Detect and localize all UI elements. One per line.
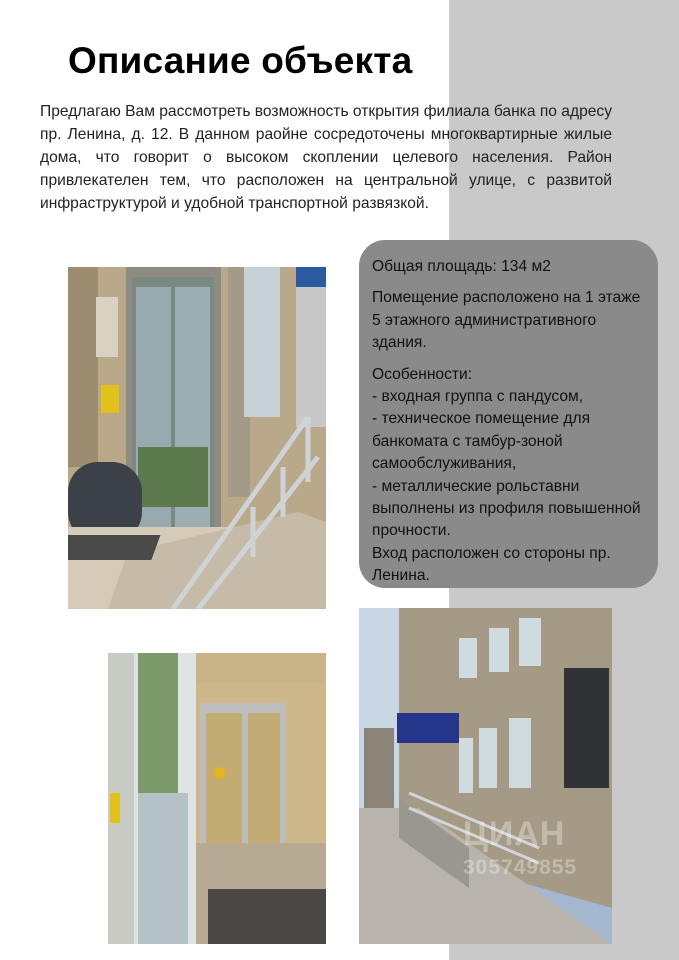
intro-paragraph: Предлагаю Вам рассмотреть возможность открытия филиала банка по адресу пр. Ленина, д. 12. В данном раойне сосредоточены многоквартирные жилые дома, что говорит о высоком скоплении целевого населения. Район привлекателен тем, что расположен на центральной улице, с развитой инфраструктурой и удобной транспортной развязкой. [40,103,613,212]
page-title: Описание объекта [68,40,413,81]
features-list [372,386,646,588]
entrance-photo [68,267,326,609]
features-title: Особенности: [372,365,473,383]
area-text: Общая площадь: 134 м2 [372,258,551,275]
entrance-note: Вход расположен со стороны пр. Ленина. [372,544,611,585]
info-box [359,240,658,588]
watermark-number: 305749855 [463,856,578,879]
location-text: Помещение расположено на 1 этаже 5 этажного административного здания. [372,289,641,352]
interior-photo [108,653,326,944]
facade-photo [359,608,612,944]
feature-item: - металлические рольставни выполнены из профиля повышенной прочности. [372,477,641,540]
feature-item: - техническое помещение для банкомата с тамбур-зоной самообслуживания, [372,410,591,473]
feature-item: - входная группа с пандусом, [372,388,584,406]
watermark-brand: ЦИАН [463,815,566,853]
